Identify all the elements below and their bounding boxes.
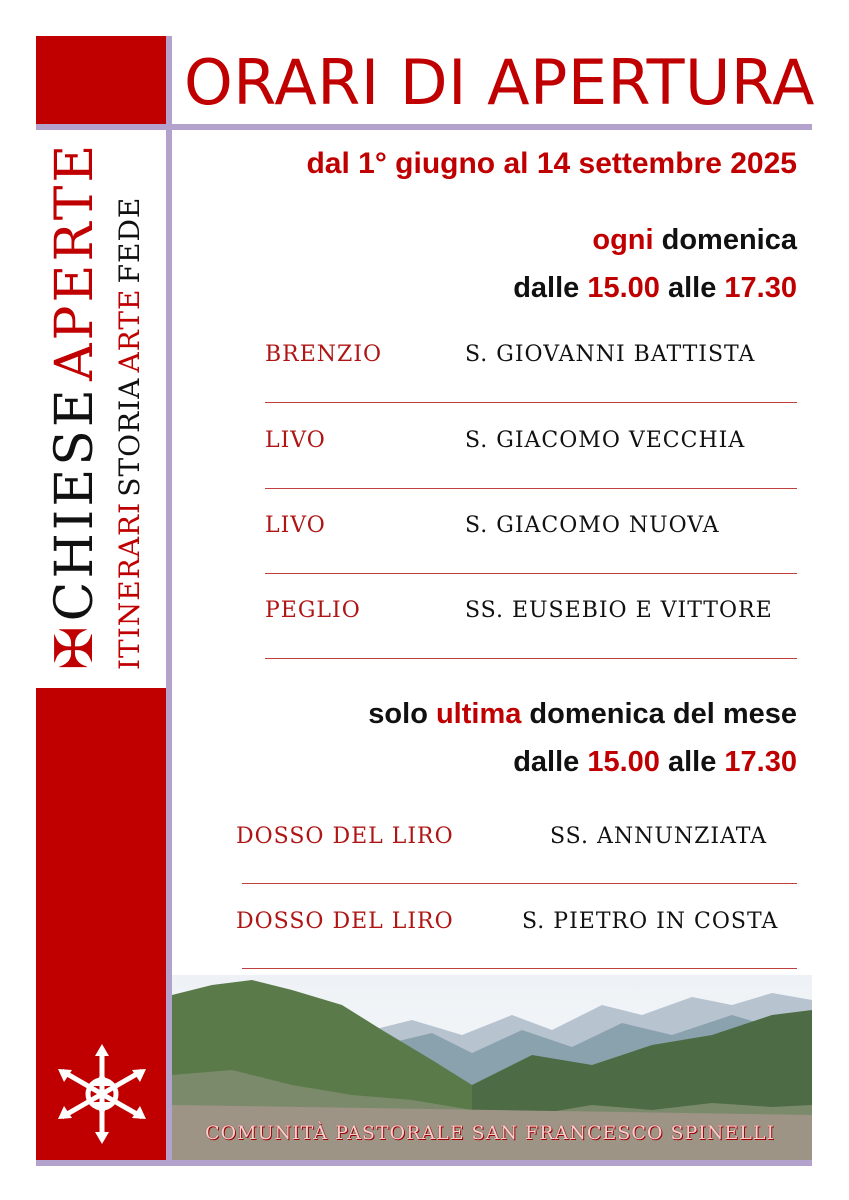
row-separator bbox=[242, 883, 797, 884]
time-mid: alle bbox=[659, 746, 725, 778]
date-range: dal 1° giugno al 14 settembre 2025 bbox=[306, 147, 797, 180]
freq-text: domenica bbox=[653, 224, 797, 256]
row-church: S. GIACOMO NUOVA bbox=[465, 513, 720, 538]
cross-icon: ✠ bbox=[45, 626, 105, 670]
row-location: DOSSO DEL LIRO bbox=[236, 909, 454, 934]
row-location: LIVO bbox=[265, 428, 326, 453]
brand-vertical-tagline bbox=[112, 150, 148, 670]
section1-frequency bbox=[592, 220, 797, 260]
freq-highlight: ogni bbox=[592, 224, 654, 256]
top-red-block bbox=[36, 36, 166, 124]
row-church: S. PIETRO IN COSTA bbox=[522, 909, 779, 934]
top-divider bbox=[36, 124, 812, 130]
freq-text: domenica del mese bbox=[521, 698, 797, 730]
row-church: SS. ANNUNZIATA bbox=[550, 824, 768, 849]
brand-vertical-title bbox=[44, 141, 106, 670]
row-separator bbox=[265, 658, 797, 659]
tag-arte: ARTE bbox=[113, 288, 146, 373]
row-separator bbox=[242, 968, 797, 969]
row-separator bbox=[265, 402, 797, 403]
row-location: LIVO bbox=[265, 513, 326, 538]
time-start: 15.00 bbox=[587, 746, 660, 778]
section2-frequency bbox=[368, 694, 797, 734]
bottom-divider bbox=[36, 1160, 812, 1166]
brand-word-chiese: CHIESE bbox=[45, 386, 105, 622]
row-location: DOSSO DEL LIRO bbox=[236, 824, 454, 849]
snowflake-logo-icon bbox=[50, 1042, 154, 1146]
community-footer: COMUNITÀ PASTORALE SAN FRANCESCO SPINELLI bbox=[204, 1122, 776, 1144]
row-church: S. GIOVANNI BATTISTA bbox=[465, 342, 756, 367]
row-separator bbox=[265, 573, 797, 574]
section1-time bbox=[513, 268, 797, 308]
time-prefix: dalle bbox=[513, 272, 588, 304]
brand-word-aperte: APERTE bbox=[45, 141, 105, 382]
freq-highlight: ultima bbox=[435, 698, 522, 730]
time-start: 15.00 bbox=[587, 272, 660, 304]
tag-fede: FEDE bbox=[113, 196, 146, 284]
page-title: ORARI DI APERTURA bbox=[184, 46, 815, 119]
row-location: BRENZIO bbox=[265, 342, 383, 367]
tag-itinerari: ITINERARI bbox=[113, 501, 146, 670]
time-mid: alle bbox=[659, 272, 725, 304]
row-church: SS. EUSEBIO E VITTORE bbox=[465, 598, 773, 623]
section2-time bbox=[513, 742, 797, 782]
row-church: S. GIACOMO VECCHIA bbox=[465, 428, 746, 453]
time-end: 17.30 bbox=[724, 272, 797, 304]
row-separator bbox=[265, 488, 797, 489]
row-location: PEGLIO bbox=[265, 598, 361, 623]
time-prefix: dalle bbox=[513, 746, 588, 778]
time-end: 17.30 bbox=[724, 746, 797, 778]
tag-storia: STORIA bbox=[113, 377, 146, 497]
freq-pre: solo bbox=[368, 698, 436, 730]
